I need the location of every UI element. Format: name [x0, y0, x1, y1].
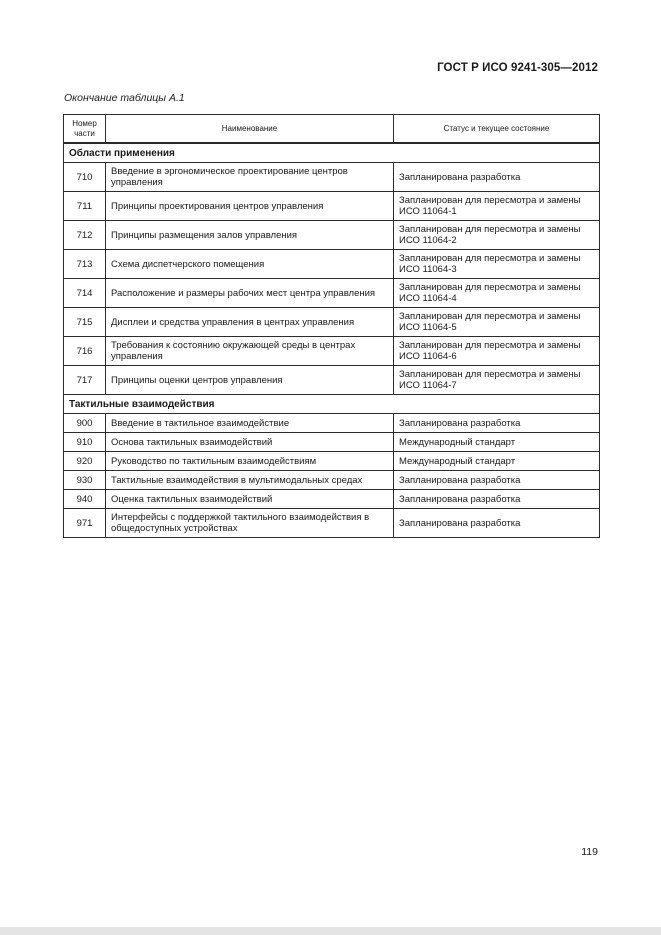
part-name: Принципы оценки центров управления: [106, 366, 394, 395]
part-status: Запланирован для пересмотра и замены ИСО 11064-2: [394, 221, 600, 250]
part-status: Запланирован для пересмотра и замены ИСО 11064-6: [394, 337, 600, 366]
standards-table: [63, 114, 600, 538]
table-row: [64, 192, 600, 221]
table-row: [64, 433, 600, 452]
part-number: 900: [64, 414, 106, 433]
part-number: 910: [64, 433, 106, 452]
part-number: 715: [64, 308, 106, 337]
table-row: [64, 221, 600, 250]
table-row: [64, 337, 600, 366]
part-name: Интерфейсы с поддержкой тактильного взаимодействия в общедоступных устройствах: [106, 509, 394, 538]
part-number: 716: [64, 337, 106, 366]
part-number: 940: [64, 490, 106, 509]
table-row: [64, 279, 600, 308]
part-status: Запланирован для пересмотра и замены ИСО 11064-1: [394, 192, 600, 221]
part-number: 930: [64, 471, 106, 490]
table-row: [64, 163, 600, 192]
table-row: [64, 414, 600, 433]
part-name: Введение в тактильное взаимодействие: [106, 414, 394, 433]
document-header: ГОСТ Р ИСО 9241-305—2012: [437, 62, 598, 74]
table-row: [64, 452, 600, 471]
part-number: 713: [64, 250, 106, 279]
part-status: Запланирована разработка: [394, 471, 600, 490]
table-row: [64, 490, 600, 509]
table-row: [64, 250, 600, 279]
column-header-number: Номер части: [64, 115, 106, 144]
page-bottom-edge: [0, 927, 661, 935]
section-row: [64, 143, 600, 163]
part-number: 710: [64, 163, 106, 192]
part-status: Запланирован для пересмотра и замены ИСО 11064-3: [394, 250, 600, 279]
part-status: Запланирована разработка: [394, 490, 600, 509]
section-title: Тактильные взаимодействия: [64, 395, 600, 414]
part-number: 714: [64, 279, 106, 308]
part-name: Расположение и размеры рабочих мест центра управления: [106, 279, 394, 308]
column-header-name: Наименование: [106, 115, 394, 144]
part-name: Требования к состоянию окружающей среды в центрах управления: [106, 337, 394, 366]
part-status: Запланирован для пересмотра и замены ИСО 11064-4: [394, 279, 600, 308]
part-name: Тактильные взаимодействия в мультимодальных средах: [106, 471, 394, 490]
part-name: Принципы проектирования центров управления: [106, 192, 394, 221]
part-number: 717: [64, 366, 106, 395]
table-row: [64, 509, 600, 538]
part-status: Запланирован для пересмотра и замены ИСО 11064-7: [394, 366, 600, 395]
part-status: Международный стандарт: [394, 452, 600, 471]
part-name: Схема диспетчерского помещения: [106, 250, 394, 279]
part-number: 711: [64, 192, 106, 221]
part-name: Введение в эргономическое проектирование центров управления: [106, 163, 394, 192]
part-number: 971: [64, 509, 106, 538]
part-status: Международный стандарт: [394, 433, 600, 452]
page-number: 119: [581, 846, 598, 858]
part-status: Запланирована разработка: [394, 163, 600, 192]
table-header-row: [64, 115, 600, 144]
part-status: Запланирована разработка: [394, 414, 600, 433]
table-row: [64, 308, 600, 337]
table-caption: Окончание таблицы А.1: [64, 92, 185, 104]
part-name: Принципы размещения залов управления: [106, 221, 394, 250]
part-name: Руководство по тактильным взаимодействиям: [106, 452, 394, 471]
part-status: Запланирован для пересмотра и замены ИСО 11064-5: [394, 308, 600, 337]
table-row: [64, 471, 600, 490]
table-row: [64, 366, 600, 395]
section-title: Области применения: [64, 143, 600, 163]
section-row: [64, 395, 600, 414]
part-number: 712: [64, 221, 106, 250]
part-name: Оценка тактильных взаимодействий: [106, 490, 394, 509]
part-status: Запланирована разработка: [394, 509, 600, 538]
part-name: Дисплеи и средства управления в центрах управления: [106, 308, 394, 337]
part-number: 920: [64, 452, 106, 471]
column-header-status: Статус и текущее состояние: [394, 115, 600, 144]
part-name: Основа тактильных взаимодействий: [106, 433, 394, 452]
